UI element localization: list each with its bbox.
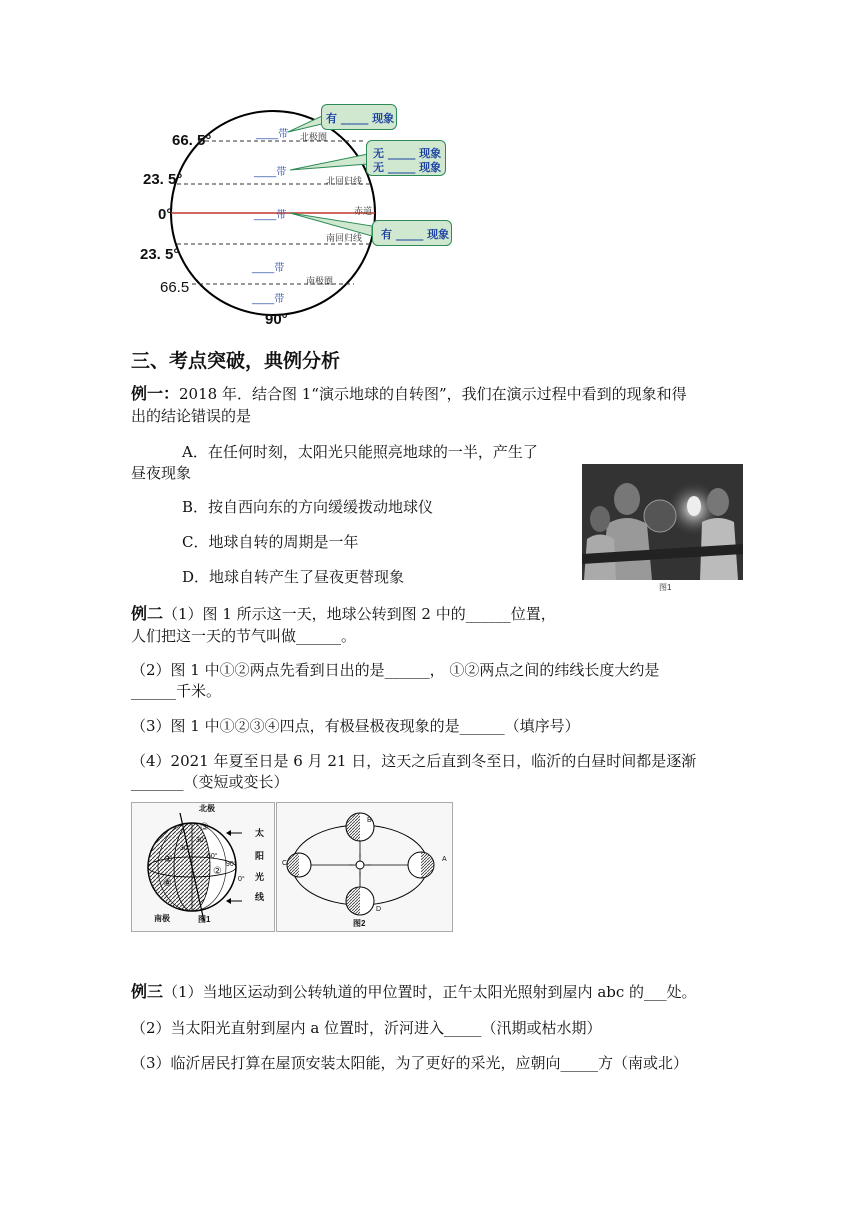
example2-q1-line1: （1）图 1 所示这一天，地球公转到图 2 中的______位置，	[163, 605, 556, 623]
example2-q4-line2: _______（变短或变长）	[131, 773, 289, 791]
fig2-position-a: A	[442, 856, 447, 863]
fig2-position-d: D	[376, 906, 382, 913]
fig1-marker-3: ③	[200, 822, 209, 833]
fig1-sun-ray-4: 线	[255, 892, 265, 902]
zone-blank-5: ____带	[252, 294, 285, 305]
lat-label-90s: 90°	[265, 311, 288, 328]
example1-option-a: A．在任何时刻，太阳光只能照亮地球的一半，产生了	[182, 443, 538, 461]
fig2-position-b: B	[367, 817, 372, 824]
example2-q2-line2: ______千米。	[131, 682, 222, 700]
example1-stem	[131, 384, 687, 404]
fig1-marker-1: ①	[164, 854, 173, 865]
example1-option-d: D．地球自转产生了昼夜更替现象	[182, 568, 405, 586]
example2-q3: （3）图 1 中①②③④四点，有极昼极夜现象的是______（填序号）	[131, 717, 580, 735]
example3-q1-text: （1）当地区运动到公转轨道的甲位置时，正午太阳光照射到屋内 abc 的___处。	[163, 983, 697, 1001]
figure2-orbit	[276, 802, 453, 932]
zone-blank-4: ____带	[252, 263, 285, 274]
fig1-deg-4: 0°	[238, 876, 245, 883]
example1-option-b: B．按自西向东的方向缓缓拨动地球仪	[182, 498, 434, 516]
photo-caption: 图1	[659, 583, 672, 592]
zone-blank-3: ____带	[254, 210, 287, 221]
example1-option-c: C．地球自转的周期是一年	[182, 533, 359, 551]
example3-q2: （2）当太阳光直射到屋内 a 位置时，沂河进入_____（汛期或枯水期）	[131, 1019, 602, 1037]
example1-stem-line1: 2018 年．结合图 1“演示地球的自转图”，我们在演示过程中看到的现象和得	[179, 385, 687, 403]
example2-q2: （2）图 1 中①②两点先看到日出的是______， ①②两点之间的纬线长度大约是	[131, 661, 660, 679]
fig1-marker-2: ②	[213, 866, 222, 877]
fig1-deg-2: 60°	[207, 853, 218, 860]
fig1-sun-ray-1: 太	[255, 828, 265, 838]
example1-option-a-cont: 昼夜现象	[131, 464, 192, 482]
lat-label-0: 0°	[158, 206, 173, 223]
fig1-sun-ray-2: 阳	[255, 851, 265, 861]
example2-q1-line2: 人们把这一天的节气叫做______。	[131, 627, 357, 645]
lat-label-66s: 66.5	[160, 279, 190, 296]
fig1-north-pole: 北极	[199, 804, 215, 813]
callout-text-3: 无 _____ 现象	[373, 161, 442, 174]
example3-q3: （3）临沂居民打算在屋顶安装太阳能，为了更好的采光，应朝向_____方（南或北）	[131, 1054, 689, 1072]
callout-text-2: 无 _____ 现象	[373, 147, 442, 160]
lat-label-66n: 66. 5°	[172, 132, 212, 149]
example1-stem-line2: 出的结论错误的是	[131, 407, 252, 425]
lat-label-23s: 23. 5°	[140, 246, 180, 263]
fig2-caption: 图2	[353, 919, 366, 928]
example2-q4: （4）2021 年夏至日是 6 月 21 日，这天之后直到冬至日，临沂的白昼时间都是逐渐	[131, 752, 697, 770]
fig1-caption: 图1	[198, 915, 211, 924]
line-label-antarctic: 南极圈	[306, 276, 334, 286]
callout-text-1: 有 _____ 现象	[326, 112, 395, 125]
line-label-tropic-s: 南回归线	[326, 233, 363, 243]
example2-q1	[131, 604, 556, 624]
line-label-equator: 赤道	[354, 206, 373, 216]
zone-blank-1: ____带	[256, 129, 289, 140]
example1-label: 例一：	[131, 384, 180, 403]
line-label-arctic: 北极圈	[300, 132, 328, 142]
fig1-sun-ray-3: 光	[255, 872, 265, 882]
example3-q1	[131, 982, 697, 1002]
lat-label-23n: 23. 5°	[143, 171, 183, 188]
fig1-south-pole: 南极	[154, 914, 170, 923]
fig2-position-c: C	[282, 860, 288, 867]
example3-label: 例三	[131, 982, 164, 1001]
fig1-deg-1: 30°	[180, 845, 191, 852]
fig1-marker-4: ④	[163, 878, 172, 889]
fig1-deg-5: 30°	[196, 837, 207, 844]
zone-blank-2: ____带	[254, 167, 287, 178]
section-heading: 三、考点突破，典例分析	[131, 350, 341, 372]
line-label-tropic-n: 北回归线	[326, 176, 363, 186]
globe-demo-photo	[582, 464, 743, 580]
example2-label: 例二	[131, 604, 164, 623]
fig1-deg-3: 90°	[226, 861, 237, 868]
callout-text-4: 有 _____ 现象	[381, 228, 450, 241]
